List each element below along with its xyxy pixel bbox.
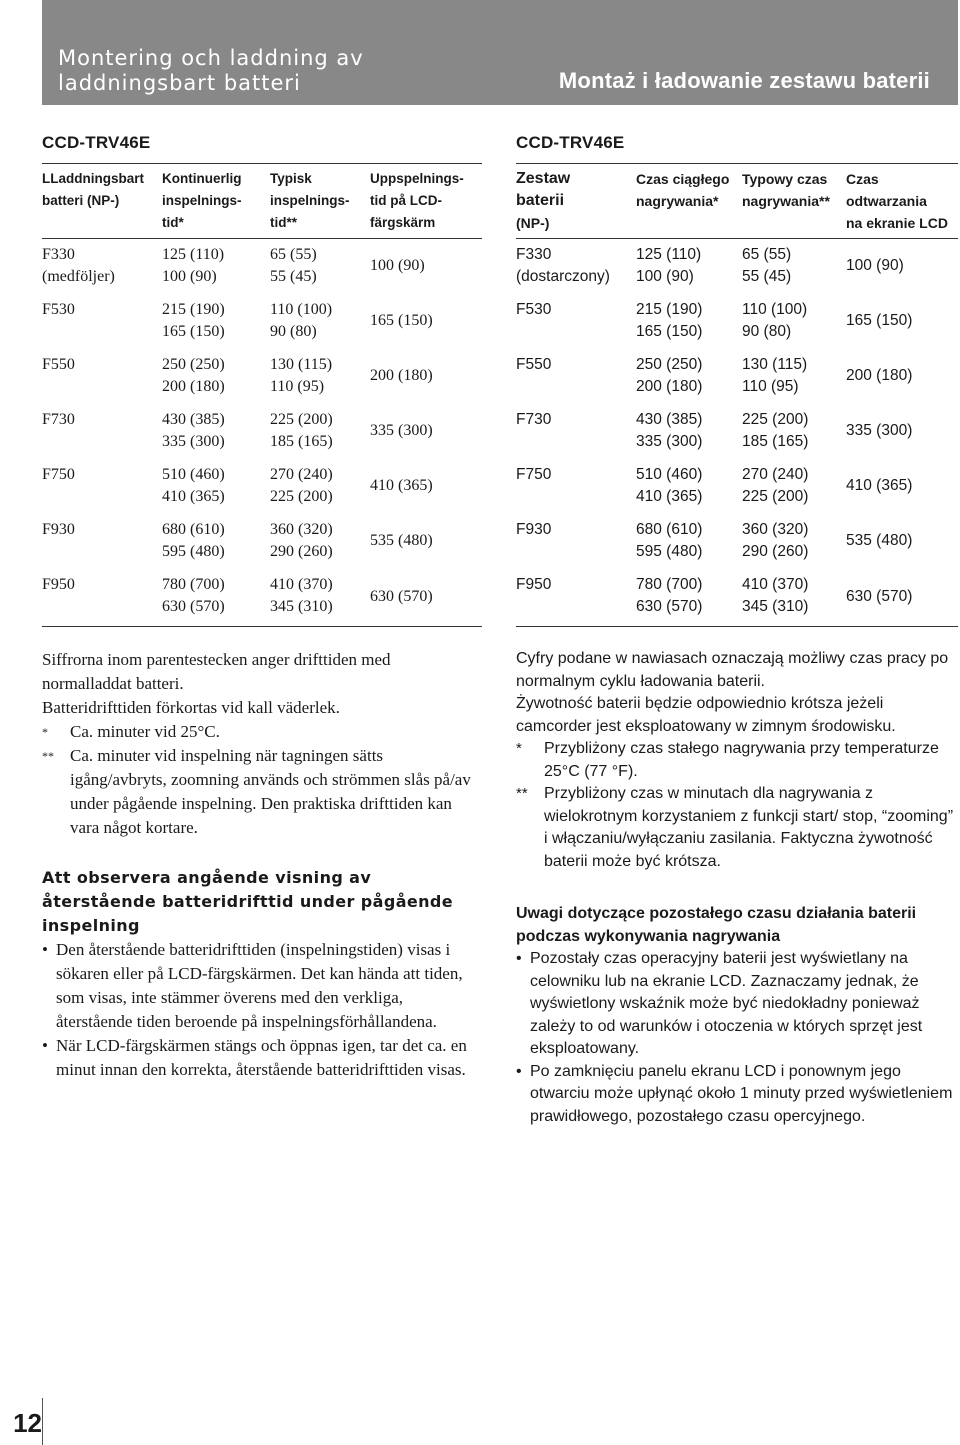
cell-play	[846, 349, 958, 404]
cell-play	[846, 404, 958, 459]
cell-value: 335 (300)	[636, 432, 703, 450]
table-row	[42, 514, 482, 569]
table-body	[42, 239, 482, 627]
cell-value: F950	[516, 575, 552, 593]
cell-cont	[162, 239, 270, 294]
footnote-mark: *	[516, 740, 522, 757]
cell-value: 100 (90)	[370, 257, 425, 275]
table-row	[42, 404, 482, 459]
cell-cont	[636, 569, 742, 627]
page-number-divider	[42, 1398, 43, 1445]
cell-value: 225 (200)	[742, 487, 809, 505]
cell-value: 130 (115)	[270, 355, 333, 373]
cell-value: 90 (80)	[742, 322, 792, 340]
cell-cont	[162, 459, 270, 514]
cell-battery	[42, 404, 162, 459]
header-continuous: Kontinuerlig inspelnings- tid*	[162, 164, 270, 239]
cell-play	[846, 569, 958, 627]
cell-value: F550	[42, 355, 75, 373]
header-playback: Uppspelnings- tid på LCD- färgskärm	[370, 164, 482, 239]
cell-value: 100 (90)	[846, 257, 904, 275]
cell-value: F530	[42, 300, 75, 318]
list-item-text: Den återstående batteridrifttiden (inspelningstiden) visas i sökaren eller på LCD-färgskärmen. Det kan hända att tiden, som visas, inte stämmer överens med den verkliga, återstående tiden beroende på inspelningsförhållandena.	[56, 940, 463, 1031]
cell-value: 410 (370)	[270, 575, 333, 593]
list-item	[42, 1034, 482, 1082]
cell-value: 410 (370)	[742, 575, 809, 593]
bullet-icon: •	[42, 1036, 48, 1055]
cell-value: 535 (480)	[370, 532, 433, 549]
table-body	[516, 239, 958, 627]
cell-typ	[742, 404, 846, 459]
cell-value: 630 (570)	[636, 597, 703, 615]
table-row	[516, 349, 958, 404]
header-typical: Typisk inspelnings- tid**	[270, 164, 370, 239]
table-row	[516, 569, 958, 627]
cell-battery	[42, 569, 162, 627]
cell-value: F330	[516, 246, 552, 263]
cell-value: 225 (200)	[742, 410, 809, 428]
cell-value: 65 (55)	[270, 246, 317, 263]
header-typical: Typowy czas nagrywania**	[742, 164, 846, 239]
cell-play	[846, 459, 958, 514]
table-row	[516, 239, 958, 294]
note-paragraph: Cyfry podane w nawiasach oznaczają możliwy czas pracy po normalnym cyklu ładowania baterii.	[516, 650, 949, 690]
header-battery: LLaddningsbart batteri (NP-)	[42, 164, 162, 239]
cell-cont	[636, 459, 742, 514]
cell-cont	[636, 514, 742, 569]
cell-play	[370, 294, 482, 349]
cell-value: 225 (200)	[270, 410, 333, 428]
cell-battery	[516, 459, 636, 514]
cell-typ	[742, 349, 846, 404]
cell-value: 90 (80)	[270, 322, 317, 340]
table-header-row	[516, 164, 958, 239]
cell-value: 215 (190)	[162, 300, 225, 318]
notes-polish	[516, 648, 958, 1128]
cell-cont	[162, 294, 270, 349]
cell-value: F550	[516, 355, 552, 373]
cell-value: 360 (320)	[270, 520, 333, 538]
cell-battery	[516, 404, 636, 459]
battery-table-right	[516, 164, 958, 627]
cell-value: 535 (480)	[846, 532, 913, 549]
cell-value: 410 (365)	[162, 487, 225, 505]
table-row	[42, 459, 482, 514]
list-item-text: Pozostały czas operacyjny baterii jest wyświetlany na celowniku lub na ekranie LCD. Zaznaczamy jednak, że wyświetlony wskaźnik może być niedokładny ponieważ zależy to od warunków i otoczenia w których sprzęt jest eksploatowany.	[530, 950, 923, 1057]
cell-value: 165 (150)	[846, 312, 913, 329]
cell-value: 290 (260)	[270, 542, 333, 560]
cell-value: 200 (180)	[846, 367, 913, 384]
cell-value: 270 (240)	[270, 465, 333, 483]
cell-value: 185 (165)	[270, 432, 333, 450]
footnote-mark: **	[516, 785, 528, 802]
cell-value: (dostarczony)	[516, 268, 610, 285]
cell-battery	[42, 239, 162, 294]
list-item	[42, 938, 482, 1034]
note-paragraph: Batteridrifttiden förkortas vid kall väderlek.	[42, 698, 340, 717]
cell-battery	[42, 349, 162, 404]
bullet-icon: •	[516, 1062, 522, 1080]
cell-play	[370, 404, 482, 459]
cell-typ	[270, 569, 370, 627]
cell-typ	[270, 459, 370, 514]
cell-value: 270 (240)	[742, 465, 809, 483]
cell-value: F930	[516, 520, 552, 538]
footnote-text: Ca. minuter vid inspelning när tagningen sätts igång/avbryts, zoomning används och strömmen slås på/av under pågående inspelning. Den praktiska drifttiden kan vara något kortare.	[70, 746, 471, 837]
cell-cont	[636, 404, 742, 459]
table-row	[42, 349, 482, 404]
cell-typ	[270, 239, 370, 294]
right-column	[516, 130, 958, 627]
cell-value: 410 (365)	[636, 487, 703, 505]
page-number: 12	[0, 1398, 42, 1445]
cell-play	[846, 239, 958, 294]
footnote-text: Przybliżony czas w minutach dla nagrywania z wielokrotnym korzystaniem z funkcji start/ stop, “zooming” i włączaniu/wyłączaniu zasilania. Faktyczna żywotność baterii może być krótsza.	[544, 785, 954, 870]
cell-value: 595 (480)	[636, 542, 703, 560]
notes-swedish	[42, 648, 482, 1082]
cell-value: 630 (570)	[846, 588, 913, 606]
cell-value: 250 (250)	[636, 355, 703, 373]
cell-battery	[516, 294, 636, 349]
table-row	[516, 404, 958, 459]
cell-typ	[742, 459, 846, 514]
cell-typ	[270, 349, 370, 404]
cell-battery	[516, 239, 636, 294]
list-item-text: Po zamknięciu panelu ekranu LCD i ponownym jego otwarciu może upłynąć około 1 minuty przed wyświetleniem prawidłowego, pozostałego czasu opercyjnego.	[530, 1062, 953, 1125]
bullet-icon: •	[516, 950, 522, 967]
cell-value: 335 (300)	[846, 422, 913, 439]
page-title-polish: Montaż i ładowanie zestawu baterii	[558, 68, 930, 93]
cell-value: 430 (385)	[162, 410, 225, 428]
cell-battery	[42, 459, 162, 514]
cell-typ	[742, 514, 846, 569]
cell-cont	[636, 239, 742, 294]
table-row	[42, 294, 482, 349]
cell-battery	[516, 569, 636, 627]
cell-cont	[162, 569, 270, 627]
cell-play	[846, 514, 958, 569]
cell-value: 680 (610)	[636, 520, 703, 538]
list-item	[516, 1061, 958, 1129]
note-paragraph: Siffrorna inom parentestecken anger drifttiden med normalladdat batteri.	[42, 650, 391, 693]
cell-value: 200 (180)	[162, 377, 225, 395]
section-heading: Uwagi dotyczące pozostałego czasu działania baterii podczas wykonywania nagrywania	[516, 905, 917, 945]
cell-battery	[42, 294, 162, 349]
cell-value: F750	[42, 465, 75, 483]
cell-typ	[270, 514, 370, 569]
title-line-1: Montering och laddning av	[58, 46, 364, 70]
table-row	[42, 239, 482, 294]
cell-value: 55 (45)	[742, 268, 792, 285]
cell-typ	[742, 239, 846, 294]
cell-value: 630 (570)	[370, 588, 433, 606]
header-playback: Czas odtwarzania na ekranie LCD	[846, 164, 958, 239]
cell-play	[370, 459, 482, 514]
cell-play	[370, 514, 482, 569]
cell-typ	[742, 569, 846, 627]
cell-value: 630 (570)	[162, 597, 225, 615]
cell-value: 200 (180)	[636, 377, 703, 395]
section-heading: Att observera angående visning av återstående batteridrifttid under pågående inspelning	[42, 868, 454, 935]
cell-value: (medföljer)	[42, 268, 115, 285]
cell-value: 165 (150)	[162, 322, 225, 340]
table-row	[516, 459, 958, 514]
cell-value: 595 (480)	[162, 542, 225, 560]
model-label: CCD-TRV46E	[42, 130, 482, 164]
cell-value: 215 (190)	[636, 300, 703, 318]
cell-value: 780 (700)	[636, 575, 703, 593]
bullet-icon: •	[42, 940, 48, 959]
left-column	[42, 130, 482, 627]
cell-value: 780 (700)	[162, 575, 225, 593]
cell-value: 110 (95)	[742, 377, 799, 395]
cell-value: 410 (365)	[370, 477, 433, 494]
cell-value: 65 (55)	[742, 246, 792, 263]
footnote-text: Przybliżony czas stałego nagrywania przy temperaturze 25°C (77 °F).	[544, 740, 939, 780]
cell-value: F530	[516, 300, 552, 318]
cell-cont	[162, 404, 270, 459]
cell-battery	[516, 349, 636, 404]
cell-typ	[270, 404, 370, 459]
cell-value: 410 (365)	[846, 477, 913, 494]
cell-value: 250 (250)	[162, 355, 225, 373]
cell-value: F950	[42, 575, 75, 593]
cell-play	[370, 349, 482, 404]
header-continuous: Czas ciągłego nagrywania*	[636, 164, 742, 239]
footnote	[42, 720, 482, 744]
cell-value: 680 (610)	[162, 520, 225, 538]
cell-value: 510 (460)	[162, 465, 225, 483]
cell-value: 100 (90)	[636, 268, 694, 285]
cell-value: 185 (165)	[742, 432, 809, 450]
cell-cont	[636, 349, 742, 404]
cell-value: 110 (100)	[742, 300, 808, 318]
list-item	[516, 948, 958, 1061]
cell-value: 200 (180)	[370, 367, 433, 384]
cell-value: 100 (90)	[162, 268, 217, 285]
cell-value: 510 (460)	[636, 465, 703, 483]
cell-value: F730	[516, 410, 552, 428]
cell-value: 125 (110)	[636, 246, 702, 263]
cell-value: 360 (320)	[742, 520, 809, 538]
cell-value: 335 (300)	[162, 432, 225, 450]
page-title-swedish	[58, 46, 478, 96]
table-row	[516, 294, 958, 349]
cell-value: F750	[516, 465, 552, 483]
cell-value: 130 (115)	[742, 355, 808, 373]
cell-cont	[636, 294, 742, 349]
cell-value: 345 (310)	[742, 597, 809, 615]
table-row	[42, 569, 482, 627]
note-paragraph: Żywotność baterii będzie odpowiednio krótsza jeżeli camcorder jest eksploatowany w zimnym środowisku.	[516, 695, 896, 735]
cell-typ	[270, 294, 370, 349]
cell-play	[846, 294, 958, 349]
table-row	[516, 514, 958, 569]
cell-battery	[42, 514, 162, 569]
cell-value: 335 (300)	[370, 422, 433, 439]
footnote-text: Ca. minuter vid 25°C.	[70, 722, 220, 741]
cell-typ	[742, 294, 846, 349]
cell-value: 165 (150)	[636, 322, 703, 340]
cell-value: F930	[42, 520, 75, 538]
cell-value: 165 (150)	[370, 312, 433, 329]
cell-cont	[162, 514, 270, 569]
cell-cont	[162, 349, 270, 404]
cell-value: F730	[42, 410, 75, 428]
cell-value: 125 (110)	[162, 246, 225, 263]
cell-value: 110 (100)	[270, 300, 333, 318]
cell-value: 110 (95)	[270, 377, 325, 395]
cell-value: 430 (385)	[636, 410, 703, 428]
cell-value: 290 (260)	[742, 542, 809, 560]
cell-battery	[516, 514, 636, 569]
cell-value: 345 (310)	[270, 597, 333, 615]
battery-table-left	[42, 164, 482, 627]
footnote	[516, 738, 958, 783]
table-header-row	[42, 164, 482, 239]
model-label: CCD-TRV46E	[516, 130, 958, 164]
list-item-text: När LCD-färgskärmen stängs och öppnas igen, tar det ca. en minut innan den korrekta, återstående batteridrifttiden visas.	[56, 1036, 467, 1079]
title-line-2: laddningsbart batteri	[58, 71, 301, 95]
footnote	[516, 783, 958, 873]
header-battery: Zestaw baterii (NP-)	[516, 164, 636, 239]
cell-value: 225 (200)	[270, 487, 333, 505]
cell-value: F330	[42, 246, 75, 263]
footnote-mark: **	[42, 749, 54, 763]
cell-play	[370, 239, 482, 294]
footnote	[42, 744, 482, 840]
footnote-mark: *	[42, 725, 48, 739]
cell-value: 55 (45)	[270, 268, 317, 285]
cell-play	[370, 569, 482, 627]
